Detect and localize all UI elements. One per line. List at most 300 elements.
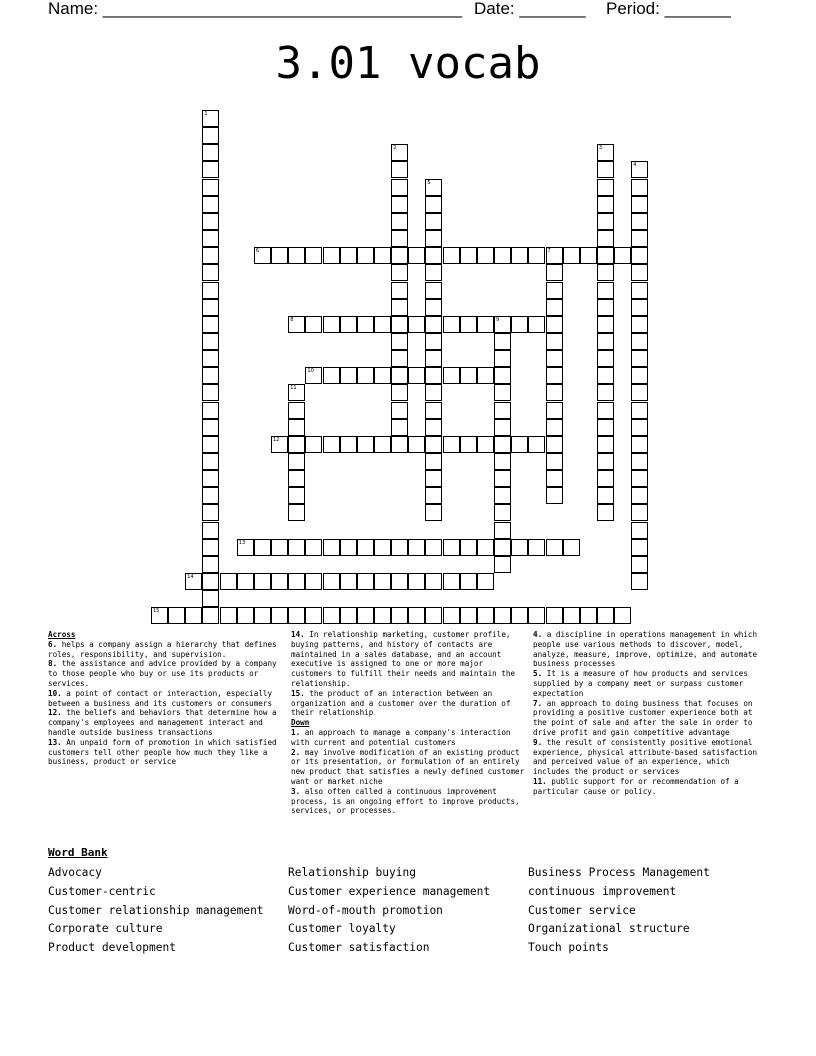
crossword-cell[interactable]: [237, 607, 254, 624]
crossword-cell[interactable]: [425, 470, 442, 487]
crossword-cell[interactable]: [494, 316, 511, 333]
word-bank-column-1: [48, 864, 264, 958]
crossword-cell[interactable]: [597, 316, 614, 333]
crossword-cell[interactable]: [477, 436, 494, 453]
crossword-cell[interactable]: [340, 539, 357, 556]
crossword-cell[interactable]: [631, 350, 648, 367]
crossword-cell[interactable]: [546, 436, 563, 453]
crossword-cell[interactable]: [597, 161, 614, 178]
clue-number: 4: [633, 162, 637, 169]
crossword-cell[interactable]: [374, 316, 391, 333]
crossword-cell[interactable]: [597, 299, 614, 316]
clue-across-12: 12. the beliefs and behaviors that determine how a company's employees and management interact and handle outside business transactions: [48, 708, 277, 737]
crossword-cell[interactable]: [288, 453, 305, 470]
crossword-cell[interactable]: [391, 299, 408, 316]
crossword-cell[interactable]: [443, 573, 460, 590]
crossword-cell[interactable]: [494, 539, 511, 556]
crossword-cell[interactable]: [425, 282, 442, 299]
crossword-cell[interactable]: [391, 264, 408, 281]
crossword-cell[interactable]: [357, 436, 374, 453]
crossword-cell[interactable]: [425, 230, 442, 247]
crossword-cell[interactable]: [185, 607, 202, 624]
crossword-cell[interactable]: [631, 419, 648, 436]
crossword-cell[interactable]: [546, 487, 563, 504]
crossword-cell[interactable]: [357, 573, 374, 590]
crossword-cell[interactable]: [391, 539, 408, 556]
clue-across-13: 13. An unpaid form of promotion in which satisfied customers tell other people how much they like a business, product or service: [48, 737, 277, 767]
crossword-cell[interactable]: [340, 367, 357, 384]
crossword-cell[interactable]: [408, 436, 425, 453]
crossword-cell[interactable]: [202, 436, 219, 453]
crossword-cell[interactable]: [288, 436, 305, 453]
crossword-cell[interactable]: [202, 299, 219, 316]
crossword-cell[interactable]: [631, 333, 648, 350]
crossword-cell[interactable]: [631, 196, 648, 213]
crossword-cell[interactable]: [546, 607, 563, 624]
crossword-cell[interactable]: [391, 333, 408, 350]
crossword-cell[interactable]: [323, 316, 340, 333]
crossword-cell[interactable]: [202, 282, 219, 299]
crossword-cell[interactable]: [237, 539, 254, 556]
word-bank-item: Customer relationship management: [48, 903, 264, 917]
crossword-cell[interactable]: [202, 384, 219, 401]
crossword-cell[interactable]: [288, 607, 305, 624]
crossword-cell[interactable]: [443, 316, 460, 333]
crossword-cell[interactable]: [631, 367, 648, 384]
crossword-cell[interactable]: [460, 607, 477, 624]
crossword-cell[interactable]: [425, 247, 442, 264]
crossword-cell[interactable]: [597, 453, 614, 470]
crossword-cell[interactable]: [202, 213, 219, 230]
crossword-cell[interactable]: [202, 402, 219, 419]
crossword-cell[interactable]: [391, 607, 408, 624]
crossword-cell[interactable]: [288, 419, 305, 436]
crossword-cell[interactable]: [597, 213, 614, 230]
crossword-cell[interactable]: [425, 487, 442, 504]
crossword-cell[interactable]: [288, 470, 305, 487]
crossword-cell[interactable]: [597, 230, 614, 247]
crossword-cell[interactable]: [597, 607, 614, 624]
crossword-cell[interactable]: [340, 436, 357, 453]
crossword-cell[interactable]: [425, 316, 442, 333]
crossword-cell[interactable]: [374, 539, 391, 556]
word-bank-item: Product development: [48, 941, 176, 955]
crossword-cell[interactable]: [631, 539, 648, 556]
crossword-cell[interactable]: [202, 333, 219, 350]
crossword-cell[interactable]: [425, 539, 442, 556]
name-field: Name: ______________________________________: [48, 0, 463, 18]
crossword-cell[interactable]: [580, 607, 597, 624]
clue-number: 15: [153, 608, 160, 615]
crossword-cell[interactable]: [305, 436, 322, 453]
crossword-cell[interactable]: [408, 247, 425, 264]
crossword-cell[interactable]: [597, 436, 614, 453]
crossword-cell[interactable]: [254, 573, 271, 590]
crossword-cell[interactable]: [288, 487, 305, 504]
crossword-cell[interactable]: [443, 247, 460, 264]
crossword-cell[interactable]: [546, 539, 563, 556]
clue-down-7: 7. an approach to doing business that focuses on providing a positive customer experience both at the point of sale and after the sale in order to drive profit and gain competitive advantage: [533, 698, 753, 737]
crossword-cell[interactable]: [631, 213, 648, 230]
crossword-cell[interactable]: [511, 316, 528, 333]
crossword-cell[interactable]: [546, 299, 563, 316]
crossword-cell[interactable]: [202, 556, 219, 573]
crossword-cell[interactable]: [340, 247, 357, 264]
crossword-cell[interactable]: [631, 264, 648, 281]
crossword-cell[interactable]: [494, 247, 511, 264]
crossword-cell[interactable]: [528, 539, 545, 556]
crossword-cell[interactable]: [631, 573, 648, 590]
clue-down-3: 3. also often called a continuous improvement process, is an ongoing effort to improve products, services, or processes.: [291, 786, 520, 816]
crossword-cell[interactable]: [202, 470, 219, 487]
crossword-cell[interactable]: [271, 247, 288, 264]
crossword-cell[interactable]: [305, 316, 322, 333]
crossword-cell[interactable]: [323, 247, 340, 264]
crossword-cell[interactable]: [460, 247, 477, 264]
crossword-cell[interactable]: [597, 144, 614, 161]
crossword-cell[interactable]: [494, 402, 511, 419]
crossword-cell[interactable]: [305, 539, 322, 556]
crossword-cell[interactable]: [494, 419, 511, 436]
crossword-cell[interactable]: [631, 504, 648, 521]
crossword-cell[interactable]: [271, 436, 288, 453]
crossword-cell[interactable]: [597, 264, 614, 281]
crossword-cell[interactable]: [202, 504, 219, 521]
crossword-cell[interactable]: [202, 144, 219, 161]
crossword-cell[interactable]: [631, 556, 648, 573]
crossword-cell[interactable]: [546, 453, 563, 470]
crossword-cell[interactable]: [425, 384, 442, 401]
clue-number: 10: [307, 368, 314, 375]
crossword-cell[interactable]: [631, 247, 648, 264]
crossword-cell[interactable]: [305, 607, 322, 624]
crossword-cell[interactable]: [494, 607, 511, 624]
crossword-cell[interactable]: [425, 607, 442, 624]
crossword-cell[interactable]: [528, 436, 545, 453]
crossword-cell[interactable]: [511, 247, 528, 264]
crossword-cell[interactable]: [597, 470, 614, 487]
crossword-cell[interactable]: [357, 367, 374, 384]
crossword-cell[interactable]: [151, 607, 168, 624]
crossword-cell[interactable]: [546, 264, 563, 281]
crossword-cell[interactable]: [305, 247, 322, 264]
clue-across-15: 15. the product of an interaction between an organization and a customer over the duration of their relationship: [291, 688, 511, 718]
crossword-cell[interactable]: [546, 384, 563, 401]
date-field: Date: _______: [474, 0, 586, 18]
crossword-cell[interactable]: [631, 436, 648, 453]
clue-across-6: 6. helps a company assign a hierarchy that defines roles, responsibility, and supervision.: [48, 639, 277, 659]
clue-number: 5: [427, 179, 431, 186]
clue-down-2: 2. may involve modification of an existing product or its presentation, or formulation of an entirely new product that satisfies a newly defined customer want or market niche: [291, 747, 525, 786]
crossword-cell[interactable]: [323, 539, 340, 556]
clue-across-8: 8. the assistance and advice provided by a company to those people who buy or use its products or services.: [48, 659, 277, 688]
crossword-cell[interactable]: [391, 436, 408, 453]
crossword-cell[interactable]: [597, 367, 614, 384]
crossword-cell[interactable]: [391, 179, 408, 196]
crossword-cell[interactable]: [597, 282, 614, 299]
crossword-cell[interactable]: [391, 196, 408, 213]
crossword-cell[interactable]: [202, 573, 219, 590]
word-bank-item: Touch points: [528, 941, 609, 955]
crossword-cell[interactable]: [477, 316, 494, 333]
crossword-cell[interactable]: [443, 607, 460, 624]
crossword-cell[interactable]: [391, 247, 408, 264]
crossword-cell[interactable]: [443, 539, 460, 556]
crossword-cell[interactable]: [631, 453, 648, 470]
crossword-cell[interactable]: [511, 607, 528, 624]
crossword-cell[interactable]: [288, 384, 305, 401]
crossword-cell[interactable]: [408, 316, 425, 333]
crossword-cell[interactable]: [408, 573, 425, 590]
crossword-cell[interactable]: [288, 539, 305, 556]
crossword-cell[interactable]: [546, 247, 563, 264]
crossword-cell[interactable]: [631, 384, 648, 401]
crossword-cell[interactable]: [357, 607, 374, 624]
crossword-cell[interactable]: [597, 333, 614, 350]
crossword-cell[interactable]: [477, 539, 494, 556]
crossword-cell[interactable]: [546, 402, 563, 419]
crossword-cell[interactable]: [425, 333, 442, 350]
crossword-cell[interactable]: [271, 573, 288, 590]
crossword-cell[interactable]: [202, 539, 219, 556]
crossword-cell[interactable]: [460, 436, 477, 453]
crossword-cell[interactable]: [391, 402, 408, 419]
crossword-cell[interactable]: [168, 607, 185, 624]
crossword-cell[interactable]: [597, 402, 614, 419]
crossword-cell[interactable]: [202, 590, 219, 607]
crossword-cell[interactable]: [220, 607, 237, 624]
crossword-cell[interactable]: [391, 573, 408, 590]
crossword-cell[interactable]: [528, 607, 545, 624]
crossword-cell[interactable]: [494, 384, 511, 401]
crossword-cell[interactable]: [546, 333, 563, 350]
crossword-cell[interactable]: [425, 453, 442, 470]
crossword-cell[interactable]: [494, 367, 511, 384]
crossword-cell[interactable]: [391, 316, 408, 333]
crossword-cell[interactable]: [597, 247, 614, 264]
crossword-cell[interactable]: [597, 419, 614, 436]
crossword-cell[interactable]: [511, 436, 528, 453]
crossword-cell[interactable]: [425, 573, 442, 590]
crossword-cell[interactable]: [443, 367, 460, 384]
crossword-cell[interactable]: [305, 573, 322, 590]
crossword-cell[interactable]: [546, 419, 563, 436]
crossword-cell[interactable]: [391, 384, 408, 401]
crossword-cell[interactable]: [631, 487, 648, 504]
clues-column-3: [533, 630, 769, 797]
crossword-cell[interactable]: [202, 196, 219, 213]
crossword-cell[interactable]: [443, 436, 460, 453]
crossword-cell[interactable]: [563, 247, 580, 264]
crossword-cell[interactable]: [631, 299, 648, 316]
crossword-cell[interactable]: [425, 436, 442, 453]
crossword-cell[interactable]: [460, 573, 477, 590]
crossword-cell[interactable]: [340, 607, 357, 624]
crossword-cell[interactable]: [323, 436, 340, 453]
crossword-cell[interactable]: [494, 453, 511, 470]
crossword-cell[interactable]: [631, 470, 648, 487]
crossword-cell[interactable]: [477, 367, 494, 384]
crossword-cell[interactable]: [494, 556, 511, 573]
crossword-cell[interactable]: [425, 419, 442, 436]
crossword-cell[interactable]: [374, 247, 391, 264]
crossword-cell[interactable]: [597, 196, 614, 213]
crossword-cell[interactable]: [202, 522, 219, 539]
crossword-cell[interactable]: [340, 316, 357, 333]
crossword-cell[interactable]: [494, 436, 511, 453]
clue-across-10: 10. a point of contact or interaction, especially between a business and its customers or consumers: [48, 688, 273, 708]
clues-column-1: [48, 630, 284, 767]
crossword-cell[interactable]: [546, 350, 563, 367]
crossword-cell[interactable]: [323, 607, 340, 624]
crossword-cell[interactable]: [408, 367, 425, 384]
clue-number: 2: [393, 145, 397, 152]
crossword-cell[interactable]: [357, 316, 374, 333]
crossword-cell[interactable]: [425, 367, 442, 384]
crossword-cell[interactable]: [597, 487, 614, 504]
crossword-cell[interactable]: [494, 333, 511, 350]
crossword-cell[interactable]: [323, 573, 340, 590]
crossword-cell[interactable]: [357, 247, 374, 264]
crossword-cell[interactable]: [374, 436, 391, 453]
word-bank-item: Customer experience management: [288, 884, 491, 898]
crossword-cell[interactable]: [597, 179, 614, 196]
crossword-cell[interactable]: [391, 213, 408, 230]
crossword-cell[interactable]: [477, 573, 494, 590]
crossword-cell[interactable]: [631, 316, 648, 333]
crossword-cell[interactable]: [202, 350, 219, 367]
crossword-cell[interactable]: [597, 504, 614, 521]
crossword-cell[interactable]: [614, 247, 631, 264]
crossword-cell[interactable]: [254, 539, 271, 556]
crossword-cell[interactable]: [374, 607, 391, 624]
crossword-cell[interactable]: [563, 607, 580, 624]
crossword-cell[interactable]: [460, 539, 477, 556]
crossword-cell[interactable]: [546, 367, 563, 384]
crossword-cell[interactable]: [305, 367, 322, 384]
crossword-cell[interactable]: [202, 161, 219, 178]
crossword-cell[interactable]: [425, 402, 442, 419]
crossword-cell[interactable]: [580, 247, 597, 264]
crossword-cell[interactable]: [631, 402, 648, 419]
crossword-cell[interactable]: [494, 504, 511, 521]
crossword-cell[interactable]: [254, 247, 271, 264]
crossword-cell[interactable]: [391, 367, 408, 384]
crossword-cell[interactable]: [323, 367, 340, 384]
word-bank-item: Word-of-mouth promotion: [288, 903, 443, 917]
crossword-cell[interactable]: [391, 419, 408, 436]
crossword-cell[interactable]: [391, 350, 408, 367]
crossword-cell[interactable]: [391, 282, 408, 299]
crossword-cell[interactable]: [631, 522, 648, 539]
crossword-cell[interactable]: [494, 350, 511, 367]
crossword-cell[interactable]: [425, 196, 442, 213]
crossword-cell[interactable]: [254, 607, 271, 624]
crossword-cell[interactable]: [340, 573, 357, 590]
word-bank-item: Relationship buying: [288, 866, 416, 879]
crossword-cell[interactable]: [237, 573, 254, 590]
crossword-cell[interactable]: [202, 487, 219, 504]
crossword-cell[interactable]: [597, 384, 614, 401]
crossword-cell[interactable]: [202, 419, 219, 436]
crossword-cell[interactable]: [288, 316, 305, 333]
crossword-cell[interactable]: [528, 316, 545, 333]
crossword-cell[interactable]: [494, 470, 511, 487]
crossword-cell[interactable]: [631, 179, 648, 196]
crossword-cell[interactable]: [546, 282, 563, 299]
crossword-cell[interactable]: [374, 573, 391, 590]
word-bank-column-3: [528, 864, 710, 958]
crossword-cell[interactable]: [202, 453, 219, 470]
crossword-cell[interactable]: [460, 316, 477, 333]
word-bank-item: Business Process Management: [528, 866, 710, 879]
crossword-cell[interactable]: [357, 539, 374, 556]
crossword-cell[interactable]: [511, 539, 528, 556]
clue-down-1: 1. an approach to manage a company's interaction with current and potential customers: [291, 727, 511, 747]
crossword-cell[interactable]: [288, 504, 305, 521]
crossword-cell[interactable]: [202, 247, 219, 264]
crossword-cell[interactable]: [185, 573, 202, 590]
clue-number: 8: [290, 316, 294, 323]
crossword-cell[interactable]: [597, 350, 614, 367]
crossword-cell[interactable]: [546, 470, 563, 487]
crossword-cell[interactable]: [425, 504, 442, 521]
clue-number: 12: [273, 436, 280, 443]
crossword-cell[interactable]: [202, 110, 219, 127]
crossword-cell[interactable]: [288, 402, 305, 419]
crossword-cell[interactable]: [494, 522, 511, 539]
crossword-cell[interactable]: [220, 573, 237, 590]
crossword-cell[interactable]: [614, 607, 631, 624]
crossword-cell[interactable]: [408, 539, 425, 556]
crossword-cell[interactable]: [288, 573, 305, 590]
crossword-cell[interactable]: [288, 247, 305, 264]
clue-down-11: 11. public support for or recommendation of a particular cause or policy.: [533, 776, 739, 796]
crossword-cell[interactable]: [374, 367, 391, 384]
clue-number: 11: [290, 385, 297, 392]
crossword-cell[interactable]: [631, 282, 648, 299]
crossword-cell[interactable]: [391, 230, 408, 247]
crossword-cell[interactable]: [202, 127, 219, 144]
crossword-cell[interactable]: [202, 367, 219, 384]
crossword-cell[interactable]: [202, 316, 219, 333]
crossword-cell[interactable]: [202, 230, 219, 247]
crossword-cell[interactable]: [631, 161, 648, 178]
crossword-cell[interactable]: [546, 316, 563, 333]
crossword-cell[interactable]: [391, 144, 408, 161]
crossword-cell[interactable]: [202, 179, 219, 196]
crossword-cell[interactable]: [271, 607, 288, 624]
clues-column-2: [291, 630, 527, 816]
crossword-cell[interactable]: [477, 247, 494, 264]
crossword-cell[interactable]: [425, 264, 442, 281]
crossword-cell[interactable]: [528, 247, 545, 264]
crossword-cell[interactable]: [494, 487, 511, 504]
crossword-cell[interactable]: [202, 607, 219, 624]
crossword-cell[interactable]: [202, 264, 219, 281]
crossword-cell[interactable]: [391, 161, 408, 178]
crossword-cell[interactable]: [425, 213, 442, 230]
crossword-cell[interactable]: [271, 539, 288, 556]
crossword-cell[interactable]: [563, 539, 580, 556]
crossword-cell[interactable]: [425, 299, 442, 316]
crossword-cell[interactable]: [425, 350, 442, 367]
crossword-cell[interactable]: [631, 230, 648, 247]
crossword-cell[interactable]: [425, 179, 442, 196]
crossword-cell[interactable]: [460, 367, 477, 384]
crossword-cell[interactable]: [477, 607, 494, 624]
crossword-cell[interactable]: [408, 607, 425, 624]
